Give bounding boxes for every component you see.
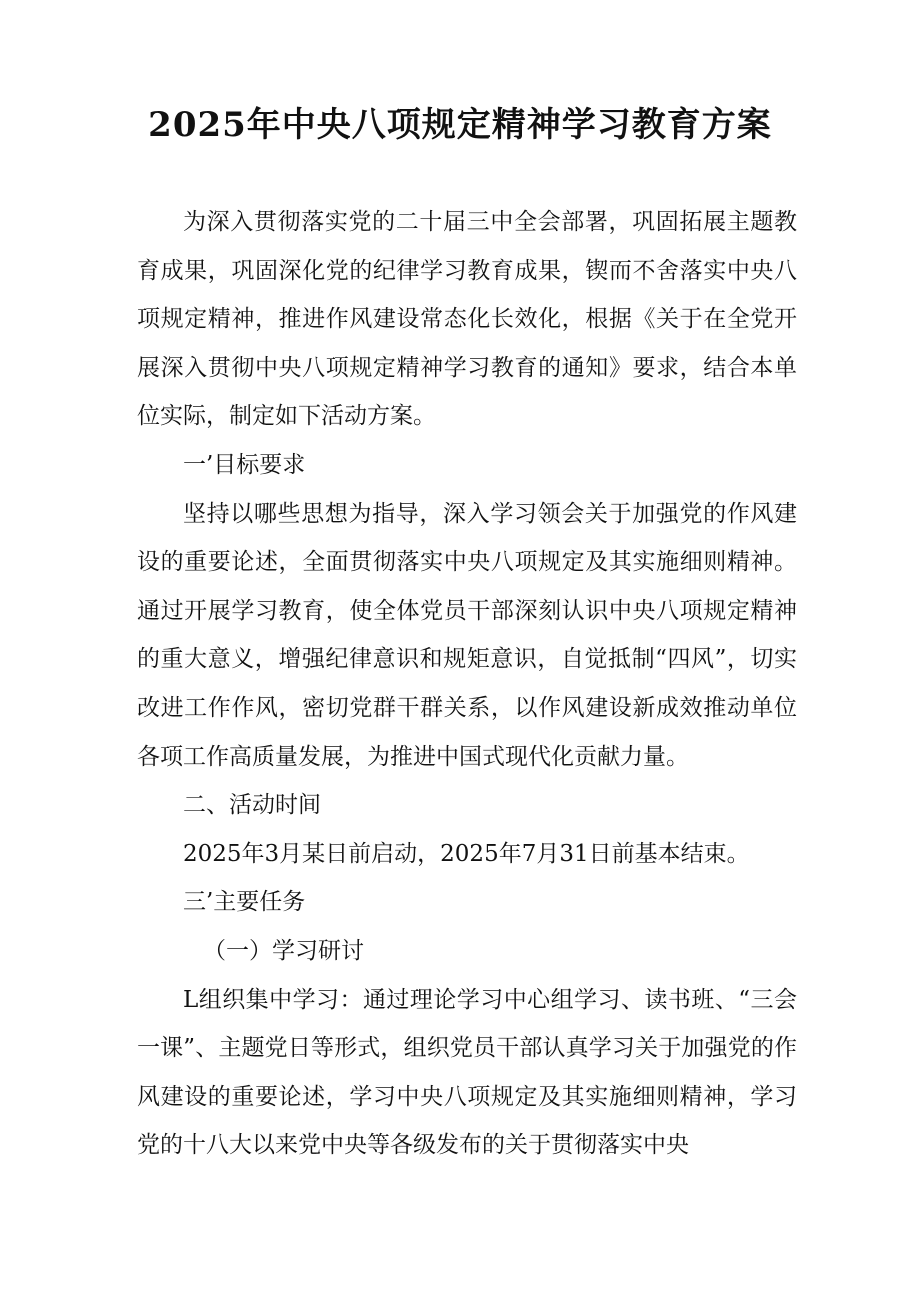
intro-paragraph: 为深入贯彻落实党的二十届三中全会部署，巩固拓展主题教育成果，巩固深化党的纪律学习教育成果，锲而不舍落实中央八项规定精神，推进作风建设常态化长效化，根据《关于在全党开展深入贯彻中央八项规定精神学习教育的通知》要求，结合本单位实际，制定如下活动方案。 [137,209,797,430]
time-paragraph: 2025年3月某日前启动，2025年7月31日前基本结束。 [183,840,750,867]
section-heading-tasks: 三’主要任务 [183,889,306,916]
document-body [137,198,797,1170]
document-title: 2025年中央八项规定精神学习教育方案 [148,105,772,145]
study-paragraph: L组织集中学习：通过理论学习中心组学习、读书班、“三会一课”、主题党日等形式，组织党员干部认真学习关于加强党的作风建设的重要论述，学习中央八项规定及其实施细则精神，学习党的十八大以来党中央等各级发布的关于贯彻落实中央 [137,986,797,1159]
goals-paragraph: 坚持以哪些思想为指导，深入学习领会关于加强党的作风建设的重要论述，全面贯彻落实中央八项规定及其实施细则精神。通过开展学习教育，使全体党员干部深刻认识中央八项规定精神的重大意义，增强纪律意识和规矩意识，自觉抵制“四风”，切实改进工作作风，密切党群干群关系，以作风建设新成效推动单位各项工作高质量发展，为推进中国式现代化贡献力量。 [137,500,797,770]
section-heading-goals: 一’目标要求 [183,451,306,478]
section-heading-time: 二、活动时间 [183,792,321,819]
subsection-heading-study: （一）学习研讨 [203,937,364,964]
